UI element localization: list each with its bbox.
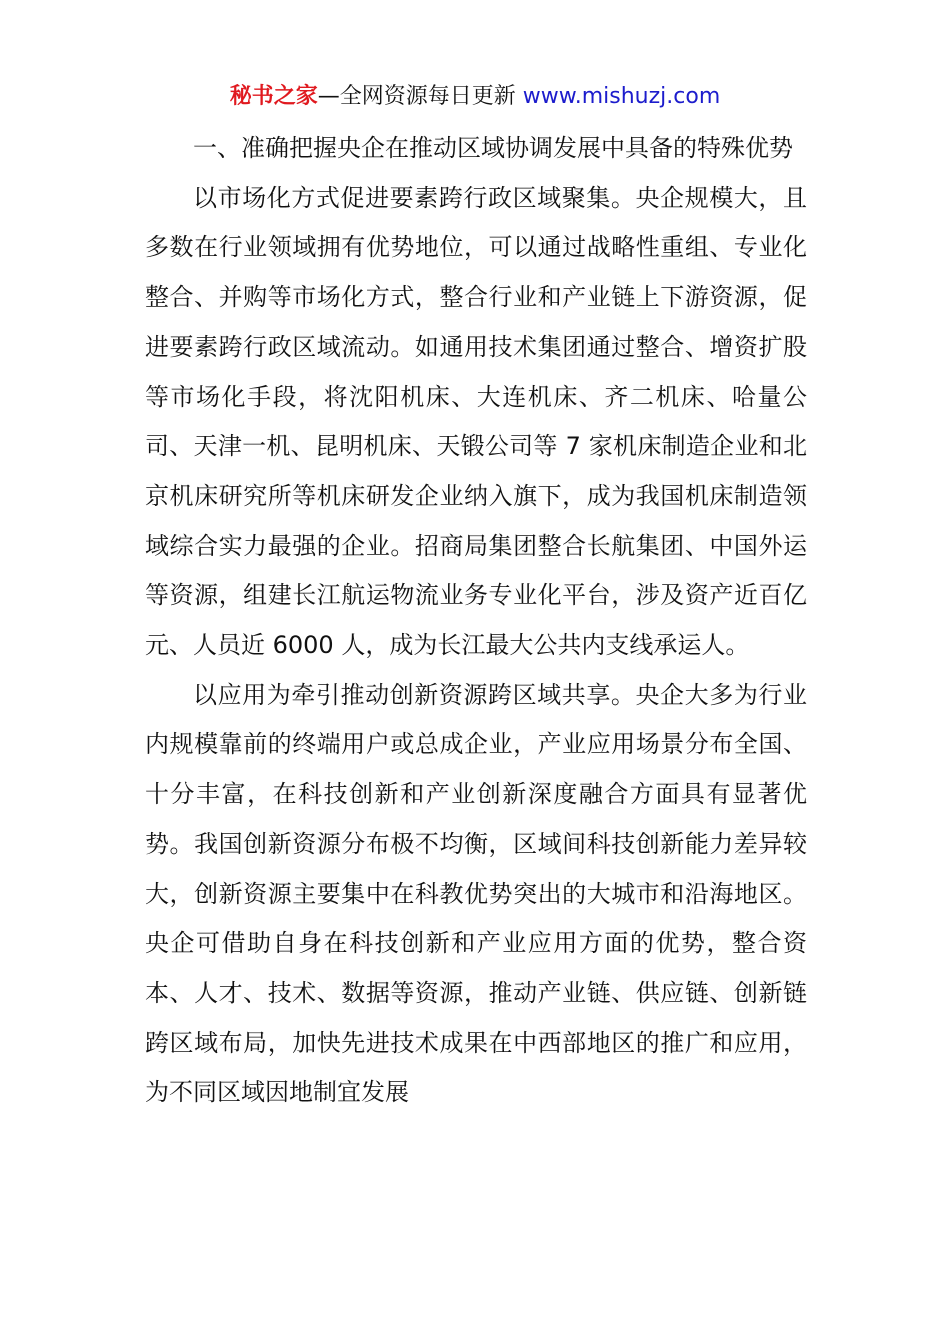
section-heading: 一、准确把握央企在推动区域协调发展中具备的特殊优势 [193,134,793,162]
site-tagline: —全网资源每日更新 [317,84,516,109]
document-body [145,124,807,1118]
site-header [0,80,950,114]
brand-name: 秘书之家 [229,84,318,109]
paragraph-1: 以市场化方式促进要素跨行政区域聚集。央企规模大，且多数在行业领域拥有优势地位，可以通过战略性重组、专业化整合、并购等市场化方式，整合行业和产业链上下游资源，促进要素跨行政区域流动。如通用技术集团通过整合、增资扩股等市场化手段，将沈阳机床、大连机床、齐二机床、哈量公司、天津一机、昆明机床、天锻公司等 7 家机床制造企业和北京机床研究所等机床研发企业纳入旗下，成为我国机床制造领域综合实力最强的企业。招商局集团整合长航集团、中国外运等资源，组建长江航运物流业务专业化平台，涉及资产近百亿元、人员近 6000 人，成为长江最大公共内支线承运人。 [145,183,807,660]
site-url[interactable]: www.mishuzj.com [522,84,721,109]
paragraph-2: 以应用为牵引推动创新资源跨区域共享。央企大多为行业内规模靠前的终端用户或总成企业，产业应用场景分布全国、十分丰富，在科技创新和产业创新深度融合方面具有显著优势。我国创新资源分布极不均衡，区域间科技创新能力差异较大，创新资源主要集中在科教优势突出的大城市和沿海地区。央企可借助自身在科技创新和产业应用方面的优势，整合资本、人才、技术、数据等资源，推动产业链、供应链、创新链跨区域布局，加快先进技术成果在中西部地区的推广和应用，为不同区域因地制宜发展 [145,680,807,1107]
